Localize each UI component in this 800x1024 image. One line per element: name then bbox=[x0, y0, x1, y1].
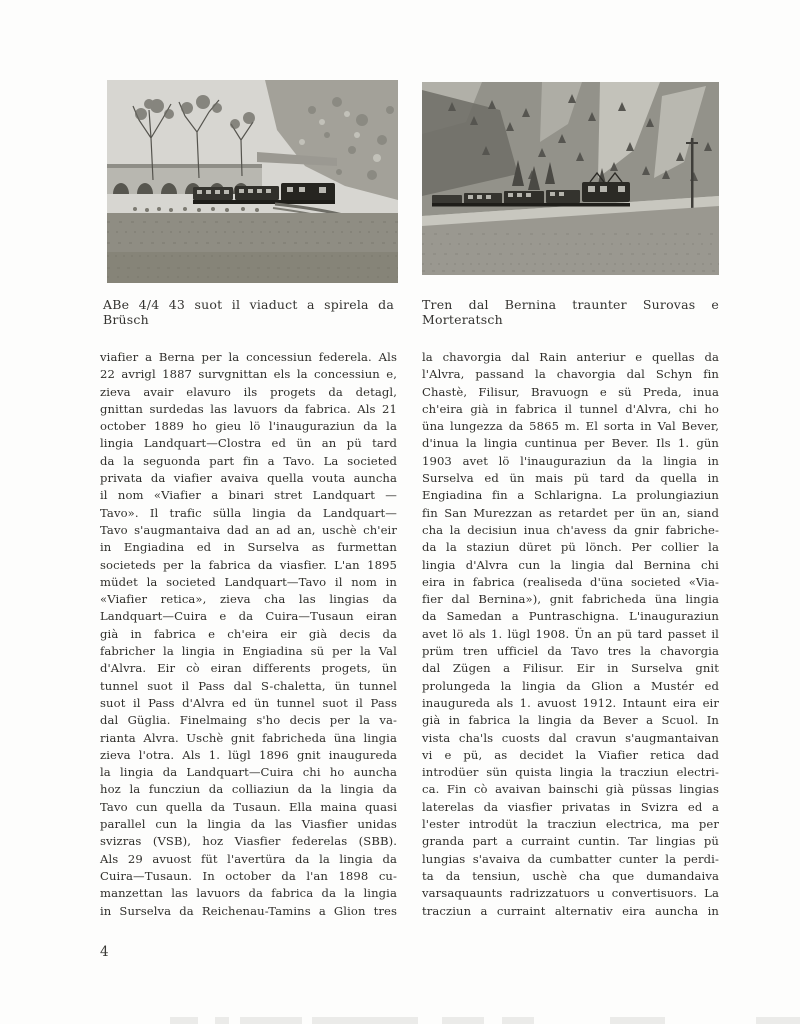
text-line: inaugureda als 1. avuost 1912. Intaunt eira eir bbox=[422, 695, 719, 710]
text-line: üna lungezza da 5865 m. El sorta in Val Bever, bbox=[422, 419, 719, 434]
text-line: la chavorgia dal Rain anteriur e quellas da bbox=[422, 350, 719, 364]
text-line: laterelas da viasfier privatas in Svizra ed a bbox=[422, 799, 719, 814]
text-line: varsaquaunts radrizzatuors u convertisuors. La bbox=[422, 886, 719, 901]
text-line: lungias s'avaiva da cumbatter cunter la perdi- bbox=[422, 851, 719, 866]
text-line: Surselva ed ün mais pü tard da quella in bbox=[422, 471, 719, 486]
text-line: l'ester introdüt la tracziun electrica, ma per bbox=[422, 817, 719, 832]
text-line: da la staziun düret pü lönch. Per collier la bbox=[422, 540, 719, 555]
scan-artifact bbox=[610, 1017, 665, 1024]
text-line: dal Güglia. Finelmaing s'ho decis per la va- bbox=[100, 713, 397, 728]
text-line: fin San Murezzan as retardet per ün an, siand bbox=[422, 505, 719, 520]
text-line: dal Zügen a Filisur. Eir in Surselva gnit bbox=[422, 661, 719, 676]
text-line: Tavo». Il trafic sülla lingia da Landquart— bbox=[100, 505, 397, 520]
photo-viaduct-train bbox=[107, 80, 398, 283]
text-line: svizras (VSB), hoz Viasfier federelas (SBB). bbox=[100, 834, 397, 849]
text-line: prüm tren ufficiel da Tavo tres la chavorgia bbox=[422, 644, 719, 659]
text-line: cha la decisiun inua ch'avess da gnir fabriche- bbox=[422, 522, 719, 537]
text-line: manzettan las lavuors da fabrica da la lingia bbox=[100, 886, 397, 901]
scan-artifact bbox=[756, 1017, 800, 1024]
scan-artifact bbox=[502, 1017, 534, 1024]
scan-artifact bbox=[170, 1017, 198, 1024]
text-line: d'Alvra. Eir cò eiran differents progets, ün bbox=[100, 661, 397, 676]
text-line: ch'eira già in fabrica il tunnel d'Alvra, chi ho bbox=[422, 401, 719, 416]
text-line: il nom «Viafier a binari stret Landquart — bbox=[100, 488, 397, 503]
text-line: d'inua la lingia cuntinua per Bever. Ils 1. gün bbox=[422, 436, 719, 451]
text-line: granda part a curraint cuntin. Tar lingias pü bbox=[422, 834, 719, 849]
scan-artifact bbox=[215, 1017, 229, 1024]
photo-viaduct-train-image bbox=[107, 80, 398, 283]
scan-artifact bbox=[240, 1017, 302, 1024]
text-line: introdüer sün quista lingia la tracziun electri- bbox=[422, 765, 719, 780]
text-line: già in fabrica la lingia da Bever a Scuol. In bbox=[422, 713, 719, 728]
photo-bernina-train-image bbox=[422, 82, 719, 275]
text-line: suot il Pass d'Alvra ed ün tunnel suot il Pass bbox=[100, 695, 397, 710]
text-line: ta da tensiun, uschè cha que dumandaiva bbox=[422, 868, 719, 883]
text-line: prolungeda la lingia da Glion a Mustér ed bbox=[422, 678, 719, 693]
text-line: avet lö als 1. lügl 1908. Ün an pü tard passet il bbox=[422, 626, 719, 641]
text-line: gnittan surdedas las lavuors da fabrica. Als 21 bbox=[100, 401, 397, 416]
text-line: da Samedan a Puntraschigna. L'inauguraziun bbox=[422, 609, 719, 624]
text-line: tracziun a curraint alternativ eira auncha in bbox=[422, 903, 719, 918]
text-line: viafier a Berna per la concessiun federela. Als bbox=[100, 350, 397, 364]
text-line: ca. Fin cò avaivan bainschi già püssas lingias bbox=[422, 782, 719, 797]
text-line: müdet la societed Landquart—Tavo il nom in bbox=[100, 574, 397, 589]
photo-caption-right: Tren dal Bernina traunter Surovas e Morteratsch bbox=[422, 297, 719, 327]
scan-artifact bbox=[442, 1017, 484, 1024]
text-line: vista cha'ls cuosts dal cravun s'augmantaivan bbox=[422, 730, 719, 745]
text-line: in Engiadina ed in Surselva as furmettan bbox=[100, 540, 397, 555]
text-line: hoz la funcziun da colliaziun da la lingia da bbox=[100, 782, 397, 797]
text-line: lingia d'Alvra cun la lingia dal Bernina chi bbox=[422, 557, 719, 572]
text-line: zieva l'otra. Als 1. lügl 1896 gnit inaugureda bbox=[100, 747, 397, 762]
photo-bernina-train bbox=[422, 82, 719, 275]
text-line: fier dal Bernina»), gnit fabricheda üna lingia bbox=[422, 592, 719, 607]
text-line: tunnel suot il Pass dal S-chaletta, ün tunnel bbox=[100, 678, 397, 693]
text-line: Tavo s'augmantaiva dad an ad an, uschè ch'eir bbox=[100, 522, 397, 537]
text-line: fabricher la lingia in Engiadina sü per la Val bbox=[100, 644, 397, 659]
text-line: 1903 avet lö l'inauguraziun da la lingia in bbox=[422, 453, 719, 468]
text-line: Als 29 avuost füt l'avertüra da la lingia da bbox=[100, 851, 397, 866]
text-line: eira in fabrica (realiseda d'üna societed «Via- bbox=[422, 574, 719, 589]
text-line: lingia Landquart—Clostra ed ün an pü tard bbox=[100, 436, 397, 451]
text-line: rianta Alvra. Uschè gnit fabricheda üna lingia bbox=[100, 730, 397, 745]
text-line: Chastè, Filisur, Bravuogn e sü Preda, inua bbox=[422, 384, 719, 399]
text-line: da la seguonda part fin a Tavo. La societed bbox=[100, 453, 397, 468]
photo-caption-left: ABe 4/4 43 suot il viaduct a spirela da Brüsch bbox=[103, 297, 394, 327]
text-line: 22 avrigl 1887 survgnittan els la concessiun e, bbox=[100, 367, 397, 382]
text-line: in Surselva da Reichenau-Tamins a Glion tres bbox=[100, 903, 397, 918]
text-line: societeds per la fabrica da viasfier. L'an 1895 bbox=[100, 557, 397, 572]
text-line: l'Alvra, passand la chavorgia dal Schyn fin bbox=[422, 367, 719, 382]
page-number: 4 bbox=[100, 944, 109, 960]
text-line: vi e pü, as decidet la Viafier retica dad bbox=[422, 747, 719, 762]
text-line: Engiadina fin a Schlarigna. La prolungiaziun bbox=[422, 488, 719, 503]
text-line: parallel cun la lingia da las Viasfier unidas bbox=[100, 817, 397, 832]
text-line: zieva avair elavuro ils progets da detagl, bbox=[100, 384, 397, 399]
text-line: «Viafier retica», zieva cha las lingias da bbox=[100, 592, 397, 607]
scan-artifact bbox=[312, 1017, 418, 1024]
text-line: Tavo cun quella da Tusaun. Ella maina quasi bbox=[100, 799, 397, 814]
text-line: la lingia da Landquart—Cuira chi ho auncha bbox=[100, 765, 397, 780]
text-column-left bbox=[100, 349, 397, 920]
text-line: Cuira—Tusaun. In october da l'an 1898 cu- bbox=[100, 868, 397, 883]
text-line: october 1889 ho gieu lö l'inauguraziun da la bbox=[100, 419, 397, 434]
text-line: privata da viafier avaiva quella vouta auncha bbox=[100, 471, 397, 486]
text-column-right bbox=[422, 349, 719, 920]
text-line: già in fabrica e ch'eira eir già decis da bbox=[100, 626, 397, 641]
text-line: Landquart—Cuira e da Cuira—Tusaun eiran bbox=[100, 609, 397, 624]
